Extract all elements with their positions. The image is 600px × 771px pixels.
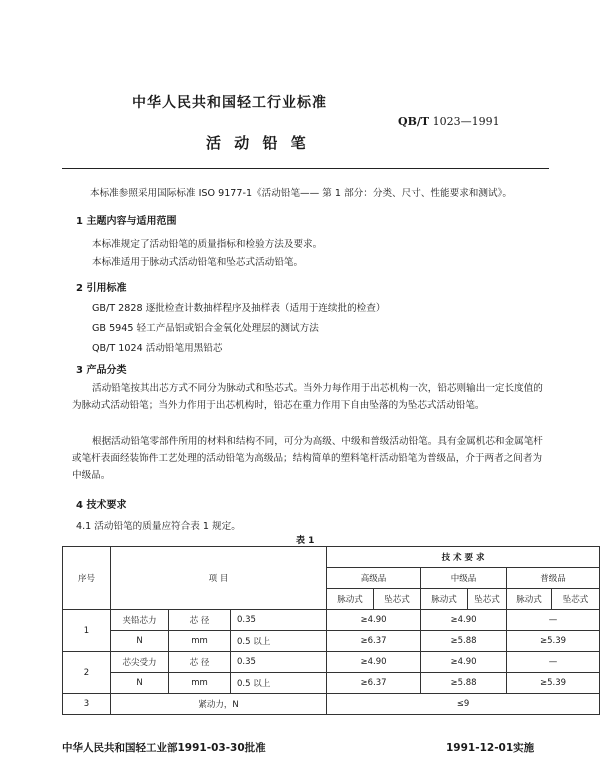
header-tech-req: 技 术 要 求 (327, 547, 600, 568)
intro-paragraph: 本标准参照采用国际标准 ISO 9177-1《活动铅笔—— 第 1 部分：分类、尺寸、性能要求和测试》。 (90, 188, 512, 199)
item-spec-unit: mm (169, 673, 231, 694)
quality-table (62, 546, 600, 715)
standard-code: 1023—1991 (432, 115, 500, 128)
table-row (63, 694, 600, 715)
diameter-value: 0.35 (231, 652, 327, 673)
reference-gb2828: GB/T 2828 逐批检查计数抽样程序及抽样表（适用于连续批的检查） (92, 303, 386, 314)
diameter-value: 0.5 以上 (231, 673, 327, 694)
diameter-value: 0.35 (231, 610, 327, 631)
table-row (63, 673, 600, 694)
header-drop: 坠芯式 (374, 589, 421, 610)
section-3-p2: 根据活动铅笔零部件所用的材料和结构不同，可分为高级、中级和普级活动铅笔。具有金属机芯和金属笔杆或笔杆表面经装饰件工艺处理的活动铅笔为高级品；结构简单的塑料笔杆活动铅笔为普级品，介于两者之间者为中级品。 (72, 436, 543, 481)
document-title: 活 动 铅 笔 (206, 134, 310, 152)
standard-number (398, 115, 500, 128)
item-spec: 芯 径 (169, 610, 231, 631)
section-4-heading: 4 技术要求 (76, 500, 127, 511)
standard-prefix: QB/T (398, 115, 430, 128)
diameter-value: 0.5 以上 (231, 631, 327, 652)
footer-approval: 中华人民共和国轻工业部1991-03-30批准 (62, 742, 266, 754)
section-3-p1: 活动铅笔按其出芯方式不同分为脉动式和坠芯式。当外力每作用于出芯机构一次，铅芯则输出一定长度值的为脉动式活动铅笔；当外力作用于出芯机构时，铅芯在重力作用下自由坠落的为坠芯式活动铅笔。 (72, 383, 543, 411)
row-seq: 2 (63, 652, 111, 694)
header-mid-grade: 中级品 (421, 568, 507, 589)
row-seq: 3 (63, 694, 111, 715)
item-unit: N (111, 631, 169, 652)
row-seq: 1 (63, 610, 111, 652)
header-pulse: 脉动式 (327, 589, 374, 610)
item-name: 夹铅芯力 (111, 610, 169, 631)
header-divider (62, 168, 549, 169)
all-grades-value: ≤9 (327, 694, 600, 715)
high-grade-value: ≥4.90 (327, 610, 421, 631)
low-grade-value: — (507, 652, 600, 673)
table-row (63, 631, 600, 652)
mid-grade-value: ≥4.90 (421, 610, 507, 631)
low-grade-value: ≥5.39 (507, 673, 600, 694)
high-grade-value: ≥6.37 (327, 673, 421, 694)
header-seq: 序号 (63, 547, 111, 610)
low-grade-value: — (507, 610, 600, 631)
header-low-grade: 普级品 (507, 568, 600, 589)
table-row (63, 652, 600, 673)
mid-grade-value: ≥4.90 (421, 652, 507, 673)
low-grade-value: ≥5.39 (507, 631, 600, 652)
high-grade-value: ≥6.37 (327, 631, 421, 652)
high-grade-value: ≥4.90 (327, 652, 421, 673)
section-1-p1: 本标准规定了活动铅笔的质量指标和检验方法及要求。 (92, 239, 323, 250)
header-drop: 坠芯式 (468, 589, 507, 610)
header-high-grade: 高级品 (327, 568, 421, 589)
item-unit: N (111, 673, 169, 694)
issuer-header: 中华人民共和国轻工行业标准 (132, 95, 327, 111)
item-spec: 芯 径 (169, 652, 231, 673)
section-1-p2: 本标准适用于脉动式活动铅笔和坠芯式活动铅笔。 (92, 257, 304, 268)
table-header-row-1 (63, 547, 600, 568)
reference-qbt1024: QB/T 1024 活动铅笔用黑铅芯 (92, 343, 223, 354)
header-item: 项 目 (111, 547, 327, 610)
mid-grade-value: ≥5.88 (421, 631, 507, 652)
section-4-1-text: 4.1 活动铅笔的质量应符合表 1 规定。 (76, 521, 241, 532)
table-caption: 表 1 (296, 536, 315, 546)
footer-effective-date: 1991-12-01实施 (446, 742, 535, 754)
section-2-heading: 2 引用标准 (76, 283, 127, 294)
item-name: 芯尖受力 (111, 652, 169, 673)
header-pulse: 脉动式 (507, 589, 552, 610)
header-drop: 坠芯式 (552, 589, 600, 610)
item-name: 紧动力，N (111, 694, 327, 715)
item-spec-unit: mm (169, 631, 231, 652)
header-pulse: 脉动式 (421, 589, 468, 610)
section-3-heading: 3 产品分类 (76, 365, 127, 376)
mid-grade-value: ≥5.88 (421, 673, 507, 694)
section-1-heading: 1 主题内容与适用范围 (76, 216, 177, 227)
table-row (63, 610, 600, 631)
reference-gb5945: GB 5945 轻工产品铝或铝合金氧化处理层的测试方法 (92, 323, 319, 334)
